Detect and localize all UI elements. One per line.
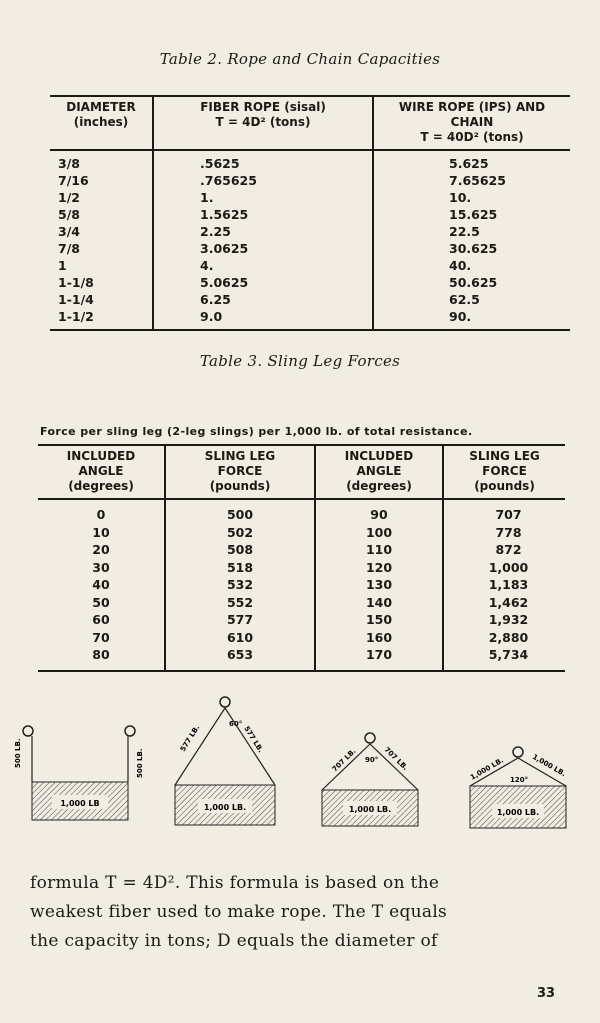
cell-force: 518 <box>165 559 315 577</box>
header-sling-leg-force: SLING LEG FORCE (pounds) <box>165 445 315 499</box>
cell-angle: 140 <box>315 594 443 612</box>
cell-wire: 30.625 <box>373 240 570 257</box>
prose-line-1: formula T = 4D². This formula is based on the <box>30 873 440 893</box>
cell-force: 5,734 <box>443 646 565 671</box>
cell-diameter: 1-1/8 <box>58 275 94 290</box>
cell-wire: 62.5 <box>373 291 570 308</box>
leg-label: 707 LB. <box>330 747 358 774</box>
cell-force: 2,880 <box>443 629 565 647</box>
cell-force: 508 <box>165 541 315 559</box>
cell-force: 532 <box>165 576 315 594</box>
cell-angle: 100 <box>315 524 443 542</box>
cell-fiber: .765625 <box>153 172 373 189</box>
angle-label: 60° <box>229 720 243 728</box>
cell-wire: 40. <box>373 257 570 274</box>
table-row <box>50 308 570 330</box>
cell-angle: 0 <box>96 507 106 522</box>
table-row <box>38 559 565 577</box>
leg-label: 1,000 LB. <box>469 756 506 782</box>
table-row <box>50 206 570 223</box>
cell-wire: 90. <box>373 308 570 330</box>
header-diameter: DIAMETER (inches) <box>66 100 136 129</box>
hook-icon <box>23 726 33 736</box>
cell-force: 1,000 <box>443 559 565 577</box>
hook-icon <box>513 747 523 757</box>
table3-caption: Table 3. Sling Leg Forces <box>199 352 401 370</box>
sling-leg-forces-table <box>38 444 565 672</box>
cell-wire: 7.65625 <box>373 172 570 189</box>
cell-diameter: 1 <box>58 258 67 273</box>
cell-diameter: 1/2 <box>58 190 80 205</box>
leg-label: 577 LB. <box>178 723 202 754</box>
leg-label: 707 LB. <box>382 745 410 772</box>
cell-force: 707 <box>443 499 565 524</box>
prose-line-2: weakest fiber used to make rope. The T equals <box>30 902 448 922</box>
table2-header-row <box>50 96 570 150</box>
cell-angle: 80 <box>38 646 165 671</box>
cell-angle: 150 <box>315 611 443 629</box>
cell-diameter: 7/8 <box>58 241 80 256</box>
table-row <box>38 646 565 671</box>
leg-label: 577 LB. <box>242 724 265 755</box>
cell-angle: 110 <box>315 541 443 559</box>
cell-force: 778 <box>443 524 565 542</box>
sling-angle-diagrams <box>0 690 600 840</box>
diagram-vertical-slings <box>14 726 144 820</box>
table-row <box>38 576 565 594</box>
cell-wire: 5.625 <box>373 150 570 172</box>
header-sling-leg-force-2: SLING LEG FORCE (pounds) <box>443 445 565 499</box>
table2-caption: Table 2. Rope and Chain Capacities <box>159 50 441 68</box>
table-row <box>38 541 565 559</box>
hook-icon <box>220 697 230 707</box>
cell-fiber: 2.25 <box>153 223 373 240</box>
header-wire-rope: WIRE ROPE (IPS) AND CHAIN T = 40D² (tons) <box>373 96 570 150</box>
table-row <box>38 524 565 542</box>
cell-wire: 50.625 <box>373 274 570 291</box>
cell-angle: 130 <box>315 576 443 594</box>
cell-force: 552 <box>165 594 315 612</box>
cell-force: 577 <box>165 611 315 629</box>
cell-force: 500 <box>165 499 315 524</box>
table-row <box>50 172 570 189</box>
load-label: 1,000 LB. <box>203 803 247 812</box>
cell-angle: 10 <box>92 524 110 540</box>
cell-wire: 15.625 <box>373 206 570 223</box>
table3-note: Force per sling leg (2-leg slings) per 1,000 lb. of total resistance. <box>40 425 473 438</box>
hook-icon <box>365 733 375 743</box>
angle-label: 120° <box>510 776 529 784</box>
load-label: 1,000 LB <box>60 799 100 808</box>
cell-fiber: 4. <box>153 257 373 274</box>
header-included-angle: INCLUDED ANGLE (degrees) <box>66 449 136 493</box>
rope-chain-capacities-table <box>50 95 570 331</box>
cell-fiber: 1.5625 <box>153 206 373 223</box>
cell-fiber: .5625 <box>153 150 373 172</box>
cell-angle: 30 <box>92 559 110 575</box>
cell-force: 872 <box>443 541 565 559</box>
cell-diameter: 3/8 <box>58 156 80 171</box>
cell-force: 653 <box>165 646 315 671</box>
cell-force: 610 <box>165 629 315 647</box>
cell-force: 1,462 <box>443 594 565 612</box>
cell-fiber: 1. <box>153 189 373 206</box>
cell-angle: 40 <box>92 577 110 592</box>
leg-label: 500 LB. <box>136 748 144 778</box>
table3-header-row <box>38 445 565 499</box>
leg-label: 500 LB. <box>14 738 22 768</box>
page-number: 33 <box>537 986 556 1001</box>
cell-force: 502 <box>165 524 315 542</box>
cell-diameter: 1-1/2 <box>50 308 153 330</box>
cell-fiber: 3.0625 <box>153 240 373 257</box>
diagram-120-degree-slings <box>469 747 567 828</box>
cell-fiber: 6.25 <box>153 291 373 308</box>
cell-diameter: 1-1/4 <box>58 292 94 307</box>
cell-diameter: 7/16 <box>58 173 89 188</box>
cell-angle: 90 <box>315 499 443 524</box>
cell-diameter: 5/8 <box>58 207 80 222</box>
cell-fiber: 5.0625 <box>153 274 373 291</box>
load-label: 1,000 LB. <box>496 808 540 817</box>
table-row <box>50 274 570 291</box>
table-row <box>38 611 565 629</box>
table-row <box>38 629 565 647</box>
table-row <box>50 240 570 257</box>
cell-force: 1,932 <box>443 611 565 629</box>
header-included-angle-2: INCLUDED ANGLE (degrees) <box>315 445 443 499</box>
cell-wire: 10. <box>373 189 570 206</box>
prose-line-3: the capacity in tons; D equals the diameter of <box>30 931 438 951</box>
diagram-90-degree-slings <box>322 733 418 826</box>
angle-label: 90° <box>365 756 379 764</box>
cell-angle: 120 <box>315 559 443 577</box>
cell-angle: 20 <box>92 542 110 557</box>
header-fiber-rope: FIBER ROPE (sisal) T = 4D² (tons) <box>153 96 373 150</box>
cell-force: 1,183 <box>443 576 565 594</box>
load-label: 1,000 LB. <box>348 805 392 814</box>
cell-angle: 50 <box>92 594 110 610</box>
table-row <box>50 189 570 206</box>
cell-angle: 170 <box>315 646 443 671</box>
cell-diameter: 3/4 <box>58 224 80 239</box>
leg-label: 1,000 LB. <box>531 752 568 779</box>
cell-angle: 60 <box>92 612 110 627</box>
cell-wire: 22.5 <box>373 223 570 240</box>
hook-icon <box>125 726 135 736</box>
table-row <box>50 291 570 308</box>
cell-angle: 160 <box>315 629 443 647</box>
table-row <box>50 223 570 240</box>
table-row <box>50 257 570 274</box>
cell-fiber: 9.0 <box>153 308 373 330</box>
cell-angle: 70 <box>92 629 110 645</box>
diagram-60-degree-slings <box>175 697 275 825</box>
table-row <box>50 150 570 172</box>
table-row <box>38 499 565 524</box>
table-row <box>38 594 565 612</box>
